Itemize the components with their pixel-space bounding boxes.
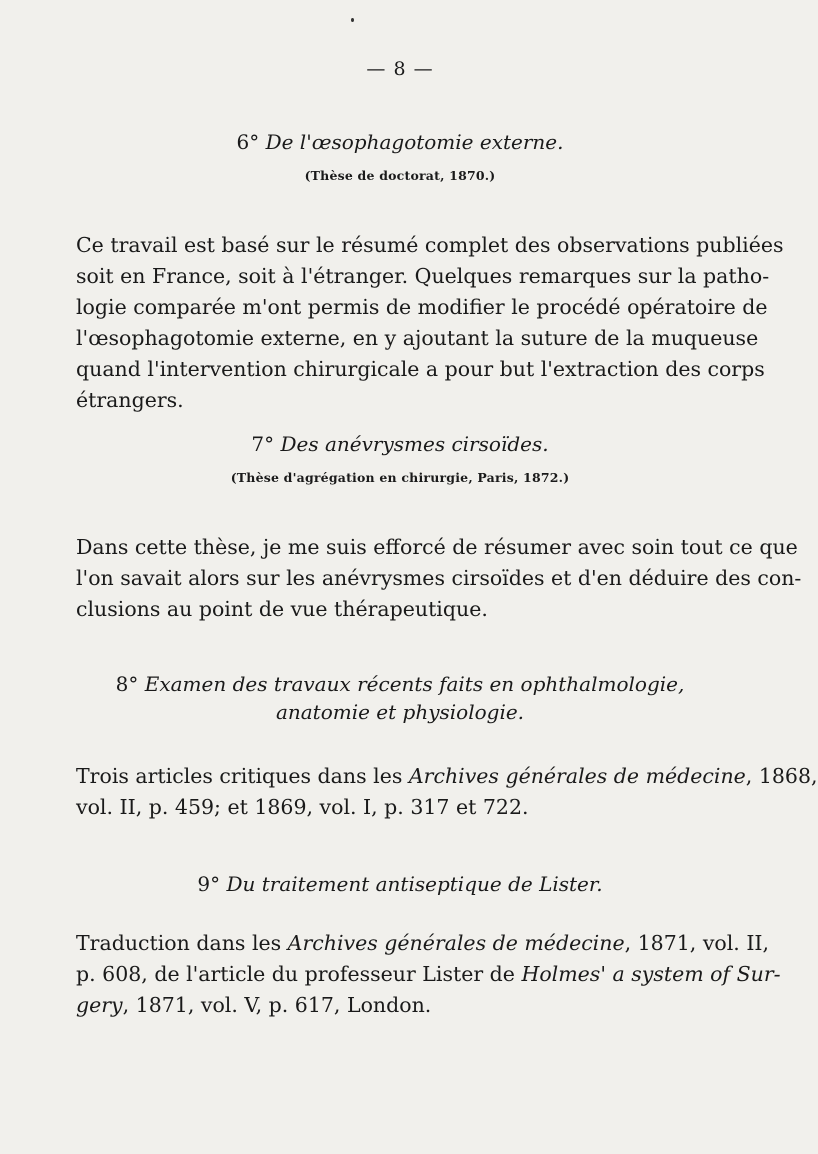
paragraph-line: étrangers. bbox=[76, 388, 184, 412]
paragraph-line bbox=[76, 761, 818, 792]
author-name: Holmes' bbox=[521, 962, 606, 986]
section-6-title: De l'œsophagotomie externe. bbox=[265, 130, 564, 154]
page-number: — 8 — bbox=[366, 58, 434, 80]
text-run: , 1868, bbox=[745, 764, 818, 788]
paragraph-line: logie comparée m'ont permis de modifier le procédé opératoire de bbox=[76, 295, 768, 319]
section-8-title-line-1: Examen des travaux récents faits en ophthalmologie, bbox=[144, 672, 685, 696]
section-7-note: (Thèse d'agrégation en chirurgie, Paris, 1872.) bbox=[230, 470, 570, 485]
paragraph-line: l'on savait alors sur les anévrysmes cirsoïdes et d'en déduire des con- bbox=[76, 566, 802, 590]
text-run: , 1871, vol. V, p. 617, London. bbox=[122, 993, 432, 1017]
section-6-number: 6° bbox=[236, 130, 260, 154]
paragraph-line: Dans cette thèse, je me suis efforcé de résumer avec soin tout ce que bbox=[76, 535, 798, 559]
section-8-heading bbox=[60, 672, 740, 697]
text-run: Traduction dans les bbox=[76, 931, 288, 955]
text-run: Trois articles critiques dans les bbox=[76, 764, 409, 788]
section-6-paragraph bbox=[76, 230, 784, 416]
paragraph-line: vol. II, p. 459; et 1869, vol. I, p. 317 et 722. bbox=[76, 795, 529, 819]
paragraph-line bbox=[76, 990, 742, 1021]
book-title: gery bbox=[76, 993, 123, 1017]
book-title: a system of Sur- bbox=[605, 962, 781, 986]
section-9-heading bbox=[60, 872, 740, 897]
section-9-number: 9° bbox=[197, 872, 221, 896]
section-9-title: Du traitement antiseptique de Lister. bbox=[226, 872, 603, 896]
text-run: p. 608, de l'article du professeur Lister de bbox=[76, 962, 522, 986]
section-8-number: 8° bbox=[115, 672, 139, 696]
paragraph-line bbox=[76, 928, 770, 959]
section-7-title: Des anévrysmes cirsoïdes. bbox=[280, 432, 549, 456]
section-9-paragraph bbox=[76, 928, 781, 1021]
paragraph-line bbox=[76, 959, 781, 990]
section-8-heading-cont bbox=[60, 700, 740, 725]
paragraph-line: quand l'intervention chirurgicale a pour but l'extraction des corps bbox=[76, 357, 765, 381]
text-run: , 1871, vol. II, bbox=[624, 931, 770, 955]
section-7-number: 7° bbox=[251, 432, 275, 456]
paragraph-line: l'œsophagotomie externe, en y ajoutant la suture de la muqueuse bbox=[76, 326, 759, 350]
section-7-paragraph bbox=[76, 532, 802, 625]
journal-title: Archives générales de médecine bbox=[287, 931, 625, 955]
paragraph-line: clusions au point de vue thérapeutique. bbox=[76, 597, 488, 621]
ink-speck bbox=[351, 18, 354, 22]
section-6-heading bbox=[60, 130, 740, 155]
section-8-title-line-2: anatomie et physiologie. bbox=[275, 700, 525, 724]
paragraph-line: Ce travail est basé sur le résumé complet des observations publiées bbox=[76, 233, 784, 257]
paragraph-line: soit en France, soit à l'étranger. Quelques remarques sur la patho- bbox=[76, 264, 770, 288]
section-6-note: (Thèse de doctorat, 1870.) bbox=[304, 168, 496, 183]
journal-title: Archives générales de médecine bbox=[408, 764, 746, 788]
section-7-heading bbox=[60, 432, 740, 457]
section-8-paragraph bbox=[76, 761, 818, 823]
